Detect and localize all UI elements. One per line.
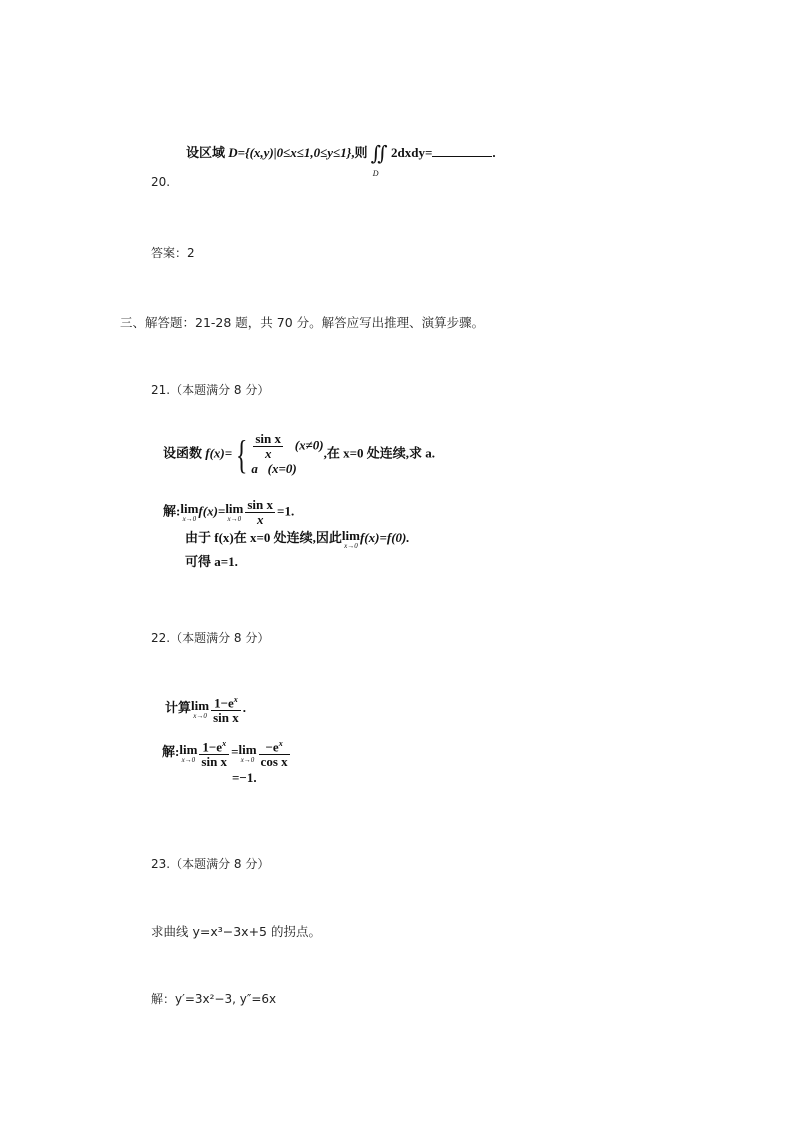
q22-sol-num-1-text: 1−e: [202, 739, 223, 755]
lim-word: lim: [180, 501, 199, 516]
sol-fx: f(x)=: [198, 503, 226, 519]
q22-sol-num-2: [259, 737, 290, 755]
section-heading: 三、解答题：21-28 题，共 70 分。解答应写出推理、演算步骤。: [120, 315, 485, 330]
lim-subscript: x→0: [227, 515, 242, 523]
q22-problem: [165, 693, 246, 725]
lim-subscript: x→0: [181, 755, 196, 764]
q21-problem: [163, 432, 435, 477]
q22-sol-num-2-text: −e: [265, 739, 279, 755]
q21-set-func: 设函数: [163, 445, 203, 461]
q22-num-text: 1−e: [214, 695, 234, 711]
q22-sol-fraction-2: [259, 737, 290, 769]
q20-then: ,则: [351, 145, 368, 160]
q20-answer: 答案：2: [151, 246, 195, 260]
limit-operator: [191, 699, 209, 720]
sol-frac-numerator: sin x: [247, 497, 274, 512]
q20-integrand: 2dxdy=: [391, 145, 433, 160]
q22-solution-line1: [162, 737, 292, 769]
q22-sol-num-1: [199, 737, 229, 755]
q21-tail: ,在 x=0 处连续,求 a.: [323, 445, 435, 461]
case-row-2: [251, 461, 323, 477]
q22-period: .: [242, 700, 246, 716]
sol-line2-text: 由于 f(x)在 x=0 处连续,因此: [185, 530, 342, 545]
case-row-1: [251, 432, 323, 461]
q22-denominator: sin x: [213, 710, 239, 726]
q21-fx: f(x)=: [205, 445, 233, 461]
case2-condition: (x=0): [267, 461, 297, 476]
q22-sol-den-1: sin x: [201, 754, 228, 770]
limit-operator: [225, 502, 243, 523]
limit-operator: [342, 529, 360, 550]
lim-word: lim: [238, 741, 257, 757]
q22-header: 22.（本题满分 8 分）: [151, 631, 270, 645]
q22-calc-label: 计算: [165, 700, 192, 716]
sol-line2-eq: f(x)=f(0).: [359, 530, 410, 545]
case1-condition: (x≠0): [294, 437, 324, 453]
limit-operator: [238, 743, 256, 764]
left-brace: {: [236, 431, 248, 477]
q20-problem: [186, 142, 496, 179]
lim-subscript: x→0: [193, 711, 207, 720]
q20-domain-def: D={(x,y)|0≤x≤1,0≤y≤1}: [228, 145, 352, 160]
lim-subscript: x→0: [240, 755, 255, 764]
lim-subscript: x→0: [344, 541, 358, 550]
answer-blank: [432, 144, 492, 157]
q22-fraction: [211, 693, 241, 725]
q20-prompt-pre: 设区域: [186, 145, 229, 160]
lim-subscript: x→0: [182, 515, 197, 523]
q21-sol-label: 解:: [163, 503, 181, 519]
q20-period: .: [492, 145, 496, 160]
sol-frac-denominator: x: [256, 512, 264, 527]
q22-sol-num-1-exp: x: [222, 739, 227, 748]
limit-operator: [180, 502, 198, 523]
q21-solution-line1: [163, 498, 294, 527]
q22-sol-label: 解:: [162, 744, 180, 760]
limit-operator: [179, 743, 197, 764]
case1-numerator: sin x: [255, 431, 282, 446]
q23-question: 求曲线 y=x³−3x+5 的拐点。: [151, 924, 321, 939]
q21-header: 21.（本题满分 8 分）: [151, 383, 270, 397]
q22-numerator: [211, 693, 241, 711]
case1-fraction: [253, 432, 283, 461]
q22-sol-fraction-1: [199, 737, 229, 769]
q22-sol-num-2-exp: x: [278, 739, 283, 748]
integral-domain-label: D: [372, 169, 379, 179]
equals-sign: =: [231, 744, 239, 760]
sol-result: =1.: [277, 503, 295, 519]
case2-value: a: [251, 461, 258, 476]
case1-denominator: x: [264, 446, 272, 461]
q23-solution: 解：y′=3x²−3, y″=6x: [151, 992, 277, 1006]
double-integral-symbol: [370, 143, 388, 179]
q21-solution-line3: 可得 a=1.: [185, 554, 238, 569]
q22-solution-line2: =−1.: [232, 770, 257, 785]
piecewise-cases: [251, 432, 323, 477]
lim-word: lim: [191, 697, 210, 713]
lim-word: lim: [341, 527, 360, 543]
lim-word: lim: [179, 741, 198, 757]
lim-word: lim: [225, 501, 244, 516]
q22-sol-den-2: cos x: [260, 754, 288, 770]
q22-num-exponent: x: [233, 695, 238, 704]
q20-number: 20.: [151, 175, 171, 189]
q21-solution-line2: [185, 527, 410, 550]
double-integral-glyph: ∬: [370, 143, 388, 166]
sol-fraction: [245, 498, 275, 527]
q23-header: 23.（本题满分 8 分）: [151, 857, 270, 871]
